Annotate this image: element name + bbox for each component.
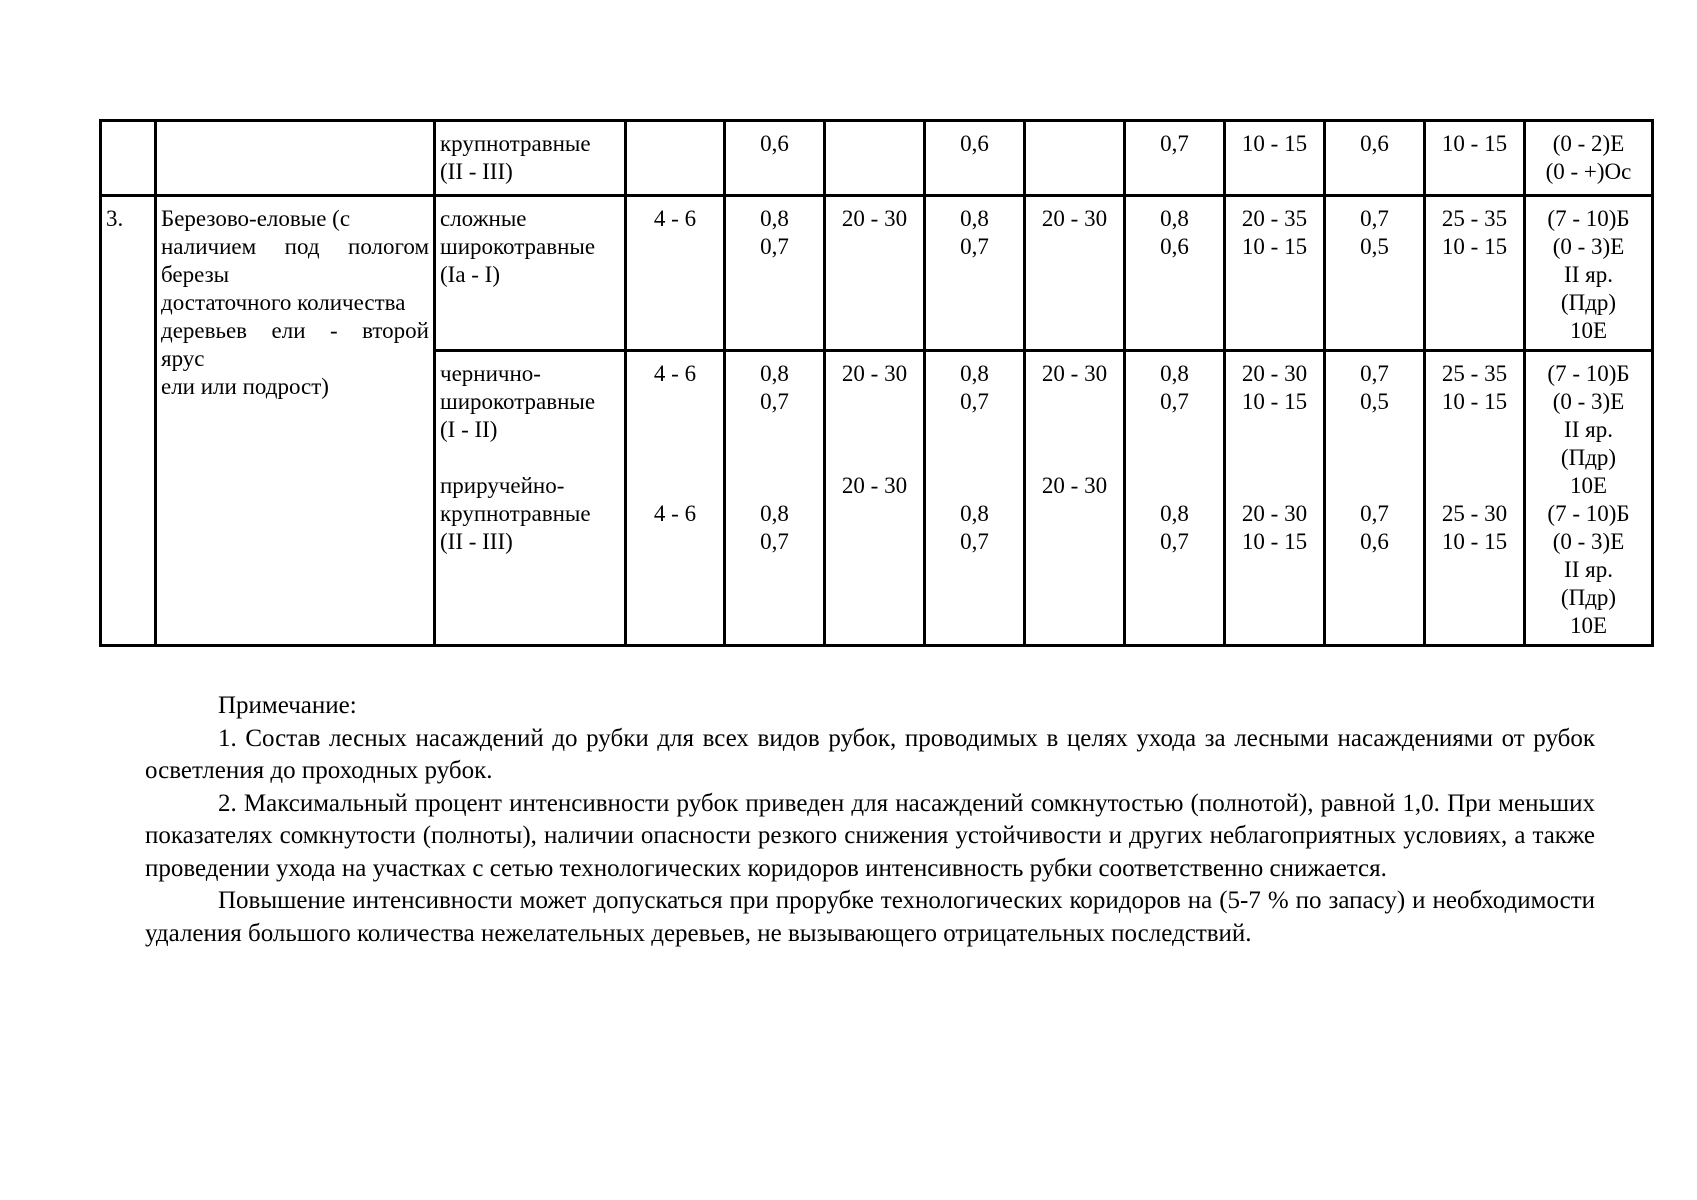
cell-line <box>930 444 1019 472</box>
cell-line <box>830 130 919 158</box>
thinning-table <box>99 119 1654 647</box>
cell-line: 0,6 <box>1360 529 1389 554</box>
value-cell-c1 <box>626 121 725 196</box>
value-cell-c4 <box>925 351 1025 646</box>
cell-line: 0,7 <box>960 389 989 414</box>
cell-line <box>1230 444 1319 472</box>
cell-line: 0,6 <box>1360 131 1389 156</box>
cell-line <box>830 388 919 416</box>
cell-line: 0,6 <box>960 131 989 156</box>
cell-line: широкотравные <box>440 389 596 414</box>
value-cell-c6 <box>1125 351 1225 646</box>
value-cell-c8 <box>1325 121 1425 196</box>
cell-line: 0,7 <box>760 529 789 554</box>
row-number-cell: 3. <box>101 196 156 646</box>
cell-line: сложные <box>440 206 527 231</box>
cell-line: (Пдр) <box>1560 445 1617 470</box>
cell-line: (Пдр) <box>1560 290 1617 315</box>
cell-line: приручейно- <box>440 473 565 498</box>
cell-line: (0 - 2)Е <box>1552 131 1625 156</box>
cell-line: 20 - 30 <box>1041 473 1108 498</box>
cell-line: II яр. <box>1564 417 1613 442</box>
cell-line: 0,8 <box>1160 361 1189 386</box>
stand-name-line: деревьев ели - второй <box>161 318 429 343</box>
cell-line <box>1330 472 1419 500</box>
cell-line <box>440 444 620 472</box>
cell-line: 10 - 15 <box>1441 389 1508 414</box>
cell-line: 0,8 <box>960 361 989 386</box>
stand-name-cell <box>156 196 435 646</box>
table-body <box>101 121 1653 646</box>
cell-line <box>1430 416 1519 444</box>
cell-line: 0,8 <box>960 206 989 231</box>
cell-line: 0,8 <box>1160 501 1189 526</box>
cell-line: 25 - 35 <box>1441 361 1508 386</box>
note-paragraph-1: 1. Состав лесных насаждений до рубки для всех видов рубок, проводимых в целях ухода за лесными насаждениями от рубок осветления до проходных рубок. <box>145 724 1595 784</box>
cell-line: 10 - 15 <box>1241 131 1308 156</box>
cell-line <box>1130 416 1219 444</box>
cell-line <box>631 130 719 158</box>
cell-line <box>1030 416 1119 444</box>
value-cell-c5 <box>1025 121 1125 196</box>
note-paragraph-3: Повышение интенсивности может допускаться при прорубке технологических коридоров на (5-7 % по запасу) и необходимости удаления большого количества нежелательных деревьев, не вызывающего отрицательных последствий. <box>145 887 1595 947</box>
cell-line <box>930 472 1019 500</box>
cell-line: 20 - 30 <box>1041 361 1108 386</box>
cell-line: (II - III) <box>440 529 513 554</box>
cell-line: II яр. <box>1564 557 1613 582</box>
value-cell-c9 <box>1425 351 1525 646</box>
value-cell-c5 <box>1025 351 1125 646</box>
forest-type-cell <box>435 121 626 196</box>
cell-line: II яр. <box>1564 262 1613 287</box>
cell-line: 0,7 <box>760 389 789 414</box>
cell-line: крупнотравные <box>440 501 591 526</box>
cell-line: 20 - 30 <box>1241 361 1308 386</box>
cell-line <box>830 416 919 444</box>
forest-type-cell <box>435 351 626 646</box>
cell-line: 0,6 <box>1160 234 1189 259</box>
cell-line <box>730 472 819 500</box>
cell-line: 20 - 35 <box>1241 206 1308 231</box>
stand-name-cell <box>156 121 435 196</box>
cell-line: крупнотравные <box>440 131 591 156</box>
value-cell-c7 <box>1225 196 1325 351</box>
cell-line: 20 - 30 <box>1041 206 1108 231</box>
cell-line: (0 - 3)Е <box>1552 389 1625 414</box>
value-cell-c6 <box>1125 196 1225 351</box>
value-cell-c1 <box>626 351 725 646</box>
value-cell-c3 <box>825 121 925 196</box>
cell-line <box>1230 416 1319 444</box>
cell-line: 25 - 35 <box>1441 206 1508 231</box>
value-cell-c8 <box>1325 196 1425 351</box>
cell-line: 0,7 <box>760 234 789 259</box>
cell-line <box>1030 130 1119 158</box>
cell-line: (0 - +)Ос <box>1545 159 1632 184</box>
cell-line <box>1030 388 1119 416</box>
cell-line <box>631 472 719 500</box>
cell-line: 20 - 30 <box>841 361 908 386</box>
cell-line: 0,7 <box>1360 501 1389 526</box>
cell-line: (I - II) <box>440 417 498 442</box>
table-row <box>101 121 1653 196</box>
value-cell-c3 <box>825 196 925 351</box>
cell-line: 0,5 <box>1360 389 1389 414</box>
cell-line <box>730 416 819 444</box>
cell-line: 0,7 <box>1360 206 1389 231</box>
cell-line <box>1130 472 1219 500</box>
value-cell-c6 <box>1125 121 1225 196</box>
value-cell-c1 <box>626 196 725 351</box>
cell-line: (II - III) <box>440 159 513 184</box>
cell-line: 4 - 6 <box>653 501 697 526</box>
cell-line: 10 - 15 <box>1441 131 1508 156</box>
cell-line: (7 - 10)Б <box>1547 501 1630 526</box>
cell-line: 0,7 <box>1160 389 1189 414</box>
cell-line: (0 - 3)Е <box>1552 529 1625 554</box>
value-cell-c9 <box>1425 121 1525 196</box>
cell-line: 10 - 15 <box>1241 389 1308 414</box>
cell-line: чернично- <box>440 361 541 386</box>
cell-line <box>830 444 919 472</box>
cell-line <box>1030 444 1119 472</box>
cell-line: 0,5 <box>1360 234 1389 259</box>
cell-line: 4 - 6 <box>653 206 697 231</box>
stand-name-line: ярус <box>161 346 205 371</box>
cell-line: 0,8 <box>1160 206 1189 231</box>
cell-line: широкотравные <box>440 234 596 259</box>
cell-line: 0,7 <box>1160 529 1189 554</box>
cell-line <box>1430 472 1519 500</box>
cell-line <box>730 444 819 472</box>
value-cell-c10 <box>1525 196 1653 351</box>
cell-line: 4 - 6 <box>653 361 697 386</box>
value-cell-c7 <box>1225 351 1325 646</box>
value-cell-c5 <box>1025 196 1125 351</box>
value-cell-c4 <box>925 196 1025 351</box>
cell-line: 25 - 30 <box>1441 501 1508 526</box>
row-number-cell <box>101 121 156 196</box>
cell-line <box>1330 416 1419 444</box>
cell-line: (7 - 10)Б <box>1547 206 1630 231</box>
value-cell-c4 <box>925 121 1025 196</box>
cell-line: (Пдр) <box>1560 585 1617 610</box>
cell-line: 10 - 15 <box>1441 529 1508 554</box>
stand-name-line: достаточного количества <box>161 290 406 315</box>
stand-name-line: березы <box>161 262 230 287</box>
cell-line: 10 - 15 <box>1241 529 1308 554</box>
cell-line <box>631 416 719 444</box>
cell-line: 10Е <box>1569 613 1608 638</box>
cell-line <box>631 444 719 472</box>
cell-line: 0,7 <box>960 234 989 259</box>
cell-line: 20 - 30 <box>841 206 908 231</box>
stand-name-line: Березово-еловые (с <box>161 206 351 231</box>
notes-section <box>145 690 1595 950</box>
value-cell-c9 <box>1425 196 1525 351</box>
cell-line <box>1130 444 1219 472</box>
value-cell-c2 <box>725 121 825 196</box>
cell-line: 10 - 15 <box>1241 234 1308 259</box>
value-cell-c10 <box>1525 121 1653 196</box>
cell-line: 0,8 <box>760 501 789 526</box>
cell-line <box>930 416 1019 444</box>
cell-line: 20 - 30 <box>1241 501 1308 526</box>
cell-line: (Iа - I) <box>440 262 501 287</box>
value-cell-c7 <box>1225 121 1325 196</box>
cell-line: 10Е <box>1569 473 1608 498</box>
cell-line: 0,7 <box>960 529 989 554</box>
table-row <box>101 196 1653 351</box>
cell-line: 10 - 15 <box>1441 234 1508 259</box>
cell-line: 0,8 <box>760 361 789 386</box>
cell-line: 0,7 <box>1360 361 1389 386</box>
notes-heading: Примечание: <box>218 692 357 719</box>
stand-name-line: наличием под пологом <box>161 234 429 259</box>
cell-line: 0,7 <box>1160 131 1189 156</box>
value-cell-c10 <box>1525 351 1653 646</box>
value-cell-c8 <box>1325 351 1425 646</box>
cell-line: (7 - 10)Б <box>1547 361 1630 386</box>
note-paragraph-2: 2. Максимальный процент интенсивности рубок приведен для насаждений сомкнутостью (полнотой), равной 1,0. При меньших показателях сомкнутости (полноты), наличии опасности резкого снижения устойчивости и других неблагоприятных условиях, а также проведении ухода на участках с сетью технологических коридоров интенсивность рубки соответственно снижается. <box>145 789 1595 882</box>
cell-line <box>1330 444 1419 472</box>
cell-line <box>631 388 719 416</box>
value-cell-c2 <box>725 196 825 351</box>
cell-line <box>1230 472 1319 500</box>
value-cell-c2 <box>725 351 825 646</box>
cell-line: (0 - 3)Е <box>1552 234 1625 259</box>
forest-type-cell <box>435 196 626 351</box>
cell-line: 20 - 30 <box>841 473 908 498</box>
cell-line: 0,6 <box>760 131 789 156</box>
value-cell-c3 <box>825 351 925 646</box>
cell-line: 0,8 <box>960 501 989 526</box>
cell-line <box>1430 444 1519 472</box>
stand-name-line: ели или подрост) <box>161 374 329 399</box>
cell-line: 0,8 <box>760 206 789 231</box>
cell-line: 10Е <box>1569 318 1608 343</box>
